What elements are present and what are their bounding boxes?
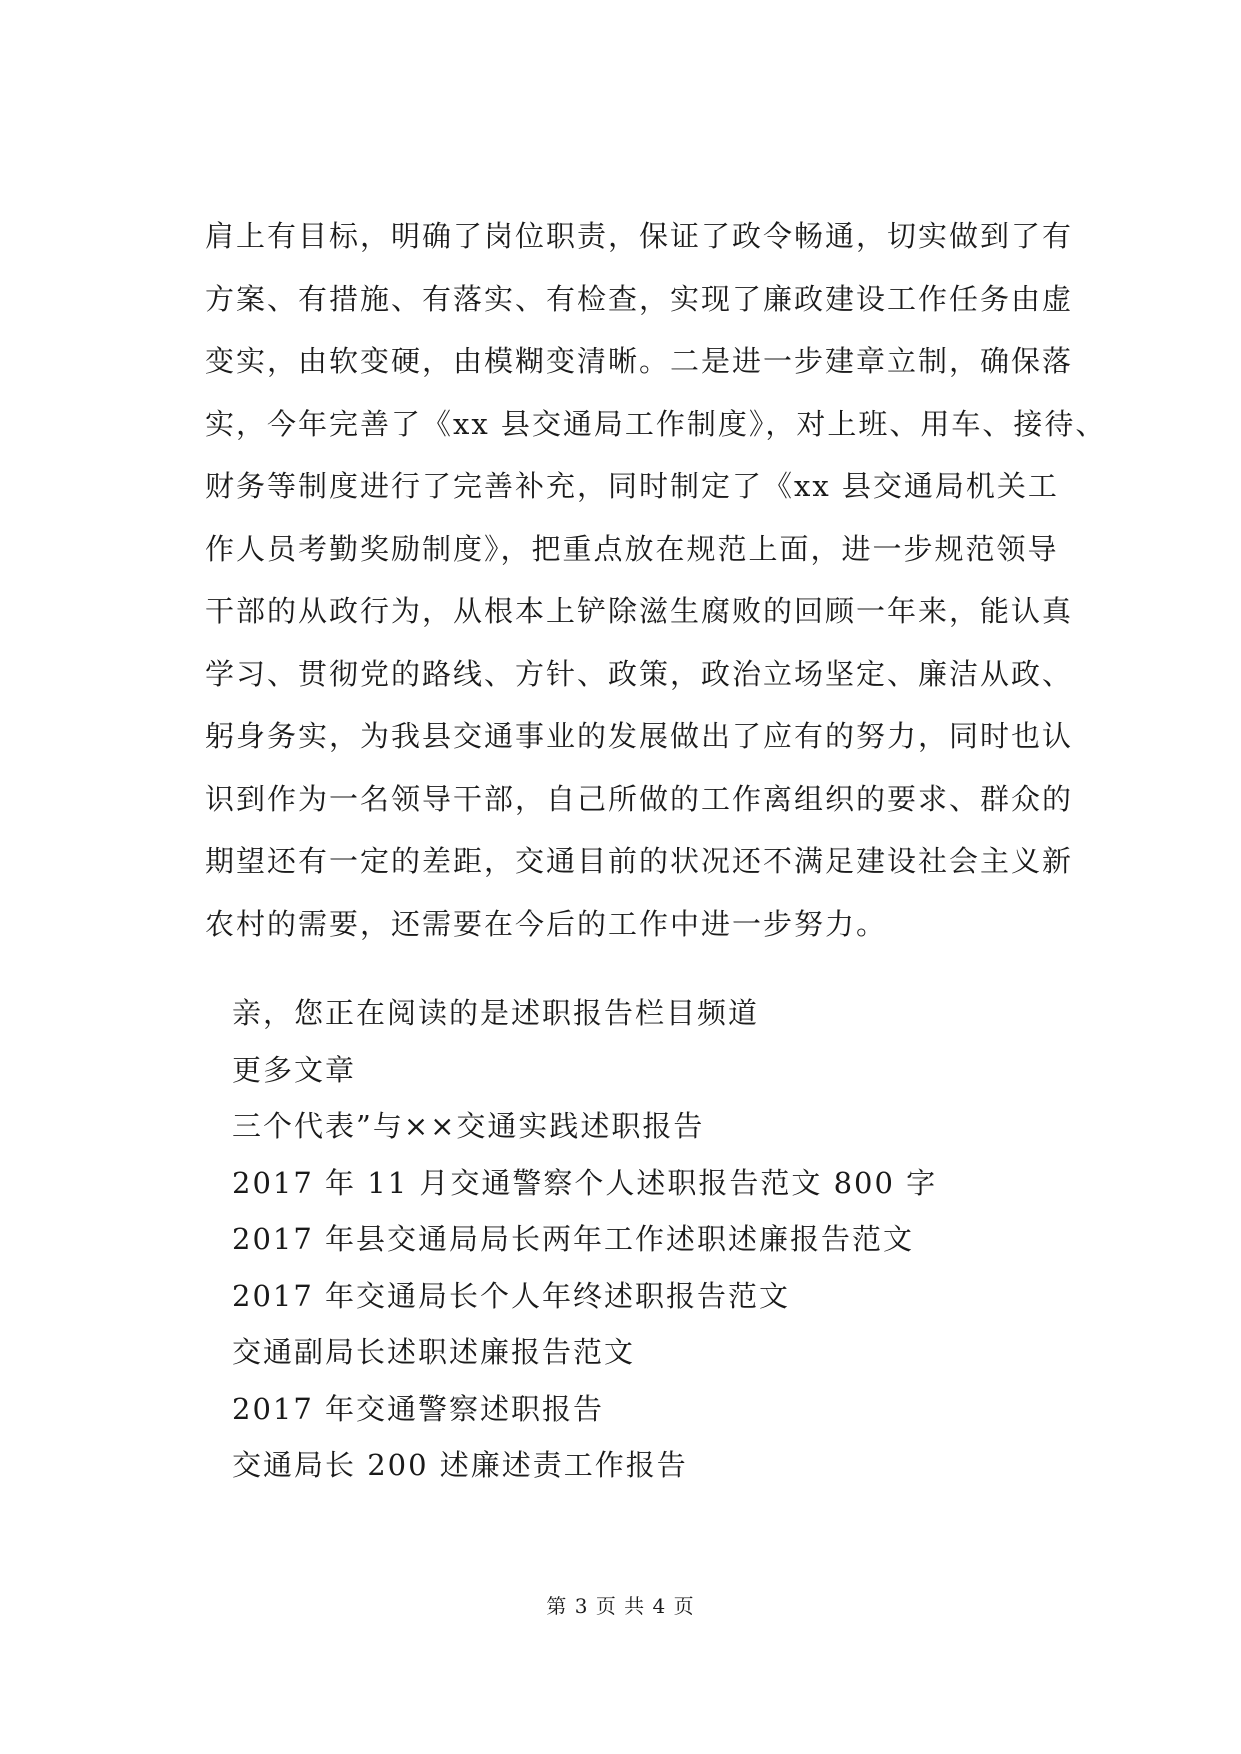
body-paragraph xyxy=(205,205,1107,955)
more-articles-label: 更多文章 xyxy=(232,1052,357,1087)
body-line: 财务等制度进行了完善补充，同时制定了《xx 县交通局机关工 xyxy=(205,469,1059,503)
body-line: 学习、贯彻党的路线、方针、政策，政治立场坚定、廉洁从政、 xyxy=(205,656,1074,691)
body-line: 躬身务实，为我县交通事业的发展做出了应有的努力，同时也认 xyxy=(205,719,1074,753)
body-line: 变实，由软变硬，由模糊变清晰。二是进一步建章立制，确保落 xyxy=(205,344,1074,378)
body-line: 识到作为一名领导干部，自己所做的工作离组织的要求、群众的 xyxy=(205,781,1074,816)
related-article-link[interactable]: 2017 年县交通局局长两年工作述职述廉报告范文 xyxy=(232,1222,915,1256)
channel-notice: 亲，您正在阅读的是述职报告栏目频道 xyxy=(232,996,760,1030)
body-line: 方案、有措施、有落实、有检查，实现了廉政建设工作任务由虚 xyxy=(205,281,1074,316)
related-article-link[interactable]: 交通副局长述职述廉报告范文 xyxy=(232,1335,636,1369)
body-line: 实，今年完善了《xx 县交通局工作制度》，对上班、用车、接待、 xyxy=(205,406,1107,441)
related-article-link[interactable]: 2017 年交通警察述职报告 xyxy=(232,1391,605,1426)
body-line: 肩上有目标，明确了岗位职责，保证了政令畅通，切实做到了有 xyxy=(205,219,1074,253)
page-footer: 第 3 页 共 4 页 xyxy=(546,1594,695,1618)
body-line: 干部的从政行为，从根本上铲除滋生腐败的回顾一年来，能认真 xyxy=(205,594,1074,628)
related-article-link[interactable]: 三个代表”与××交通实践述职报告 xyxy=(232,1109,705,1143)
related-article-link[interactable]: 2017 年 11 月交通警察个人述职报告范文 800 字 xyxy=(232,1165,938,1200)
related-article-link[interactable]: 2017 年交通局长个人年终述职报告范文 xyxy=(232,1278,791,1313)
body-line: 期望还有一定的差距，交通目前的状况还不满足建设社会主义新 xyxy=(205,844,1074,878)
related-articles-section xyxy=(232,985,1072,1494)
body-line: 农村的需要，还需要在今后的工作中进一步努力。 xyxy=(205,906,888,941)
related-article-link[interactable]: 交通局长 200 述廉述责工作报告 xyxy=(232,1448,688,1482)
body-line: 作人员考勤奖励制度》，把重点放在规范上面，进一步规范领导 xyxy=(205,531,1059,566)
